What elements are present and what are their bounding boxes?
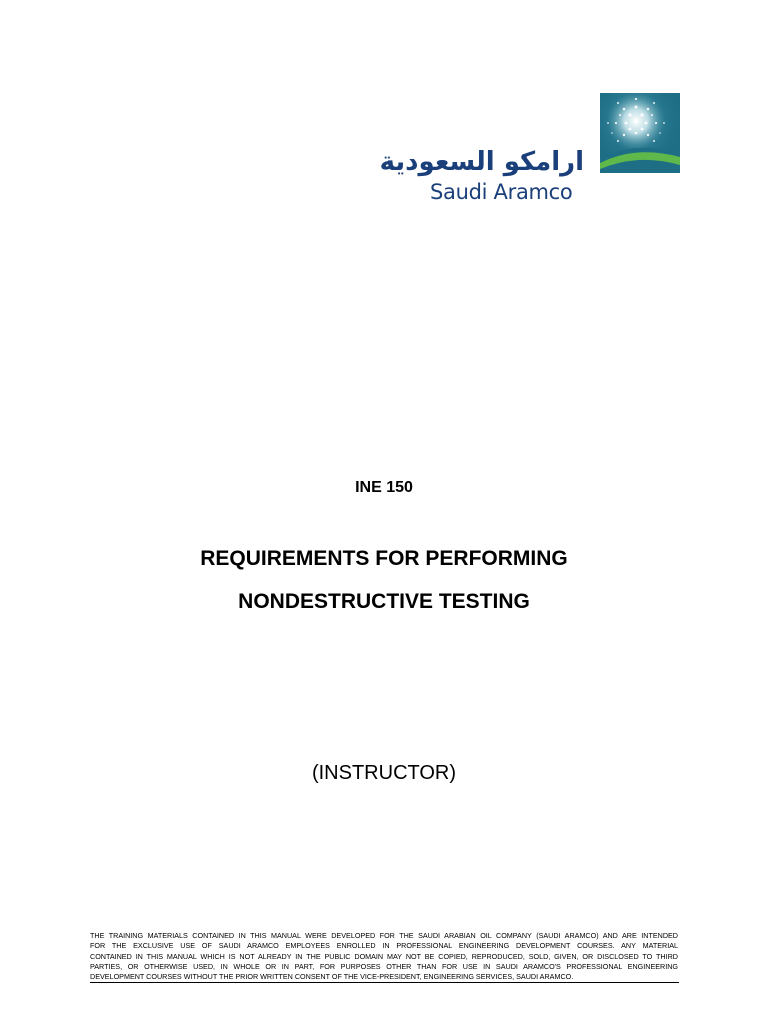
disclaimer-line-4: PARTIES, OR OTHERWISE USED, IN WHOLE OR IN PART, FOR PURPOSES OTHER THAN FOR USE IN SAUDI ARAMCO'S PROFESSIONAL ENGINEERING [90, 961, 678, 971]
saudi-aramco-logo [379, 92, 680, 208]
document-title-line-2: NONDESTRUCTIVE TESTING [238, 590, 530, 613]
course-code: INE 150 [355, 479, 413, 496]
aramco-star-mark-icon [600, 93, 680, 173]
disclaimer-line-2: FOR THE EXCLUSIVE USE OF SAUDI ARAMCO EMPLOYEES ENROLLED IN PROFESSIONAL ENGINEERING DEVELOPMENT COURSES. ANY MATERIAL [90, 941, 678, 951]
copyright-disclaimer [90, 931, 678, 982]
audience-role: (INSTRUCTOR) [311, 762, 457, 784]
logo-arabic-name: ارامكو السعودية [379, 147, 584, 177]
document-title-line-1: REQUIREMENTS FOR PERFORMING [200, 547, 568, 570]
disclaimer-line-1: THE TRAINING MATERIALS CONTAINED IN THIS MANUAL WERE DEVELOPED FOR THE SAUDI ARABIAN OIL COMPANY (SAUDI ARAMCO) AND ARE INTENDED [90, 931, 678, 940]
footer-divider [90, 982, 679, 983]
disclaimer-line-5: DEVELOPMENT COURSES WITHOUT THE PRIOR WRITTEN CONSENT OF THE VICE-PRESIDENT, ENGINEERING SERVICES, SAUDI ARAMCO. [90, 972, 574, 982]
logo-english-name: Saudi Aramco [430, 180, 573, 204]
disclaimer-line-3: CONTAINED IN THIS MANUAL WHICH IS NOT ALREADY IN THE PUBLIC DOMAIN MAY NOT BE COPIED, REPRODUCED, SOLD, GIVEN, OR DISCLOSED TO THIRD [90, 951, 678, 961]
